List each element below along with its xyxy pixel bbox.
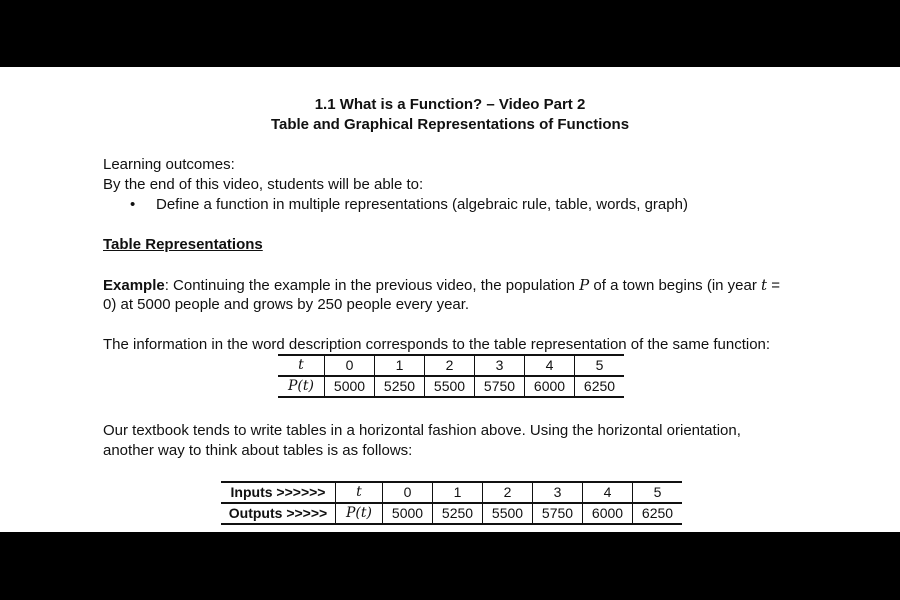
example-text-2: of a town begins (in year [589, 277, 762, 294]
input-value-cell: 0 [383, 482, 433, 503]
input-value-cell: 1 [433, 482, 483, 503]
document-subtitle: Table and Graphical Representations of Functions [270, 116, 630, 133]
outputs-label-cell: Outputs >>>>> [221, 503, 336, 524]
table-intro: The information in the word description corresponds to the table representation of the same function: [103, 336, 771, 353]
example-paragraph-line2: 0) at 5000 people and grows by 250 people every year. [103, 296, 470, 313]
table-row-inputs [278, 355, 624, 376]
output-value-cell: 6000 [583, 503, 633, 524]
input-value-cell: 3 [533, 482, 583, 503]
input-value-cell: 5 [575, 355, 625, 376]
output-value-cell: 5750 [533, 503, 583, 524]
learning-outcomes-label: Learning outcomes: [103, 156, 235, 173]
input-variable-cell: t [278, 355, 325, 376]
labeled-function-table [221, 481, 682, 525]
variable-t: t [761, 276, 768, 294]
textbook-paragraph-line2: another way to think about tables is as follows: [103, 442, 413, 459]
output-value-cell: 5500 [483, 503, 533, 524]
example-paragraph-line1 [103, 276, 780, 294]
section-heading: Table Representations [103, 236, 263, 253]
output-value-cell: 5000 [383, 503, 433, 524]
input-value-cell: 4 [583, 482, 633, 503]
input-value-cell: 1 [375, 355, 425, 376]
output-value-cell: 5250 [433, 503, 483, 524]
input-value-cell: 5 [633, 482, 683, 503]
bullet-symbol: • [130, 196, 136, 213]
learning-outcome-item: Define a function in multiple representations (algebraic rule, table, words, graph) [156, 196, 688, 213]
output-value-cell: 5000 [325, 376, 375, 397]
table-row-inputs [221, 482, 682, 503]
output-value-cell: 5250 [375, 376, 425, 397]
output-value-cell: 6000 [525, 376, 575, 397]
input-variable-cell: t [336, 482, 383, 503]
table-row-outputs [278, 376, 624, 397]
example-text-1: : Continuing the example in the previous video, the population [164, 277, 580, 294]
output-value-cell: 6250 [633, 503, 683, 524]
output-value-cell: 5500 [425, 376, 475, 397]
output-variable-cell: P(t) [278, 376, 325, 397]
input-value-cell: 0 [325, 355, 375, 376]
input-value-cell: 2 [425, 355, 475, 376]
function-table [278, 354, 624, 398]
output-value-cell: 5750 [475, 376, 525, 397]
inputs-label-cell: Inputs >>>>>> [221, 482, 336, 503]
input-value-cell: 3 [475, 355, 525, 376]
example-label: Example [103, 277, 165, 294]
document-page [0, 67, 900, 532]
document-title: 1.1 What is a Function? – Video Part 2 [314, 96, 586, 113]
variable-P: P [579, 276, 590, 294]
table-row-outputs [221, 503, 682, 524]
example-text-3: = [767, 277, 780, 294]
intro-line: By the end of this video, students will be able to: [103, 176, 424, 193]
textbook-paragraph-line1: Our textbook tends to write tables in a horizontal fashion above. Using the horizontal orientation, [103, 422, 741, 439]
letterbox-bottom [0, 532, 900, 600]
input-value-cell: 4 [525, 355, 575, 376]
output-variable-cell: P(t) [336, 503, 383, 524]
letterbox-top [0, 0, 900, 67]
input-value-cell: 2 [483, 482, 533, 503]
output-value-cell: 6250 [575, 376, 625, 397]
